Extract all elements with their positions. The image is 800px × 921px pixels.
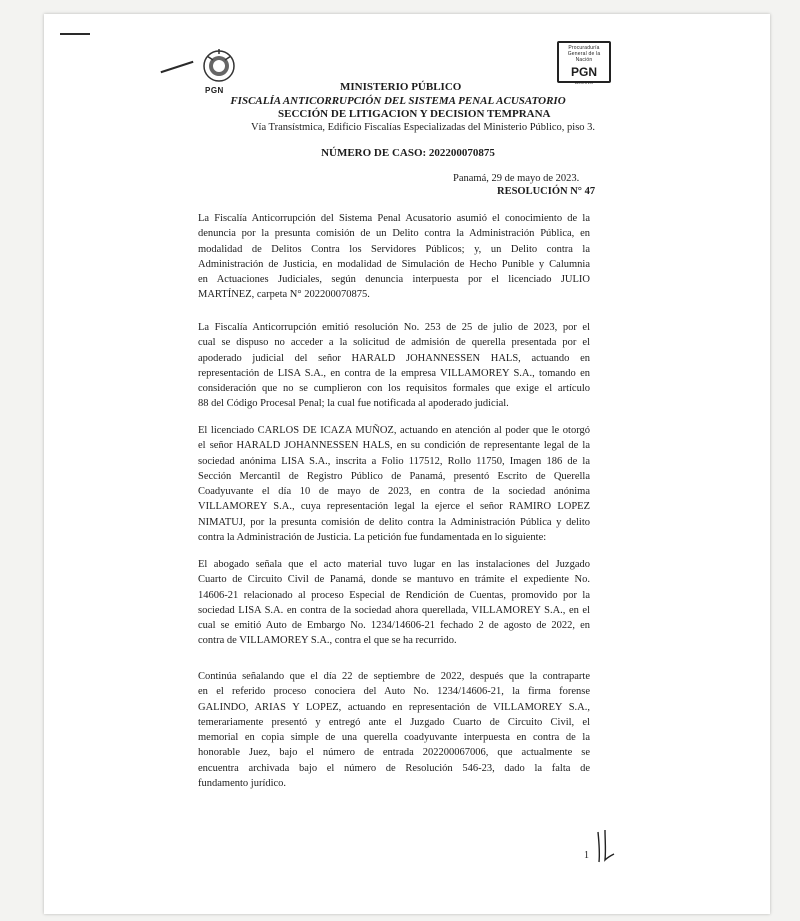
paragraph-line: sociedad anónima LISA S.A., inscrita a Folio 117512, Rollo 11750, Imagen 186 de la: [198, 455, 590, 467]
paragraph-line: denuncia por la presunta comisión de un Delito contra la Administración Pública, en: [198, 228, 590, 240]
stamp-label: PGN: [570, 65, 597, 79]
address-line: Vía Transístmica, Edificio Fiscalías Especializadas del Ministerio Público, piso 3.: [250, 122, 596, 133]
paragraph-line: VILLAMOREY S.A., cuya representación legal la ejerce el señor RAMIRO LOPEZ: [198, 501, 590, 513]
paragraph-line: El abogado señala que el acto material tuvo lugar en las instalaciones del Juzgado: [198, 559, 590, 570]
paragraph-line: el señor HARALD JOHANNESSEN HALS, en su condición de representante legal de la: [198, 440, 590, 452]
handwritten-initials: [590, 828, 620, 868]
paragraph-line: La Fiscalía Anticorrupción emitió resolución No. 253 de 25 de julio de 2023, por el: [198, 322, 590, 333]
paragraph-line: 14606-21 relacionado al proceso Especial de Rendición de Cuentas, promovido por la: [198, 589, 590, 601]
paragraph-line: cual se emitió Auto de Embargo No. 1234/14606-21 fechado 2 de agosto de 2022, en: [198, 620, 590, 632]
paragraph-line: La Fiscalía Anticorrupción del Sistema Penal Acusatorio asumió el conocimiento de la: [198, 213, 590, 224]
paragraph-line: Administración de Justicia, en modalidad de Simulación de Hecho Punible y Calumnia: [198, 258, 590, 270]
paragraph-line: sociedad LISA S.A. en contra de la sociedad ahora querellada, VILLAMOREY S.A., en el: [198, 604, 590, 616]
paragraph-line: memorial en copia simple de una querella coadyuvante interpuesta en contra de la: [198, 732, 590, 744]
stamp-bottom-text: ARCHIVO: [574, 80, 594, 85]
paragraph-line: Cuarto de Circuito Civil de Panamá, donde se mantuvo en trámite el expediente No.: [198, 574, 590, 586]
paragraph-line: contra la Administración de Justicia. La petición fue fundamentada en lo siguiente:: [198, 532, 547, 544]
paragraph-line: en el referido proceso conociera del Auto No. 1234/14606-21, la firma forense: [198, 686, 590, 698]
stamp-top-text: Procuraduría General de la Nación: [567, 45, 601, 63]
pgn-stamp: [557, 41, 611, 83]
fiscalia-title: FISCALÍA ANTICORRUPCIÓN DEL SISTEMA PENAL ACUSATORIO: [230, 95, 566, 107]
paragraph-line: 88 del Código Procesal Penal; la cual fue notificada al apoderado judicial.: [198, 398, 509, 410]
paragraph-line: en Actuaciones Judiciales, según denuncia interpuesta por el licenciado JULIO: [198, 274, 590, 286]
paragraph-line: MARTÍNEZ, carpeta N° 202200070875.: [198, 289, 370, 301]
seal-label: PGN: [205, 86, 224, 95]
paragraph-line: temerariamente presentó y entregó ante el Juzgado Cuarto de Circuito Civil, el: [198, 716, 590, 728]
paragraph-line: fundamento jurídico.: [198, 778, 287, 790]
paragraph-line: NIMATUJ, por la presunta comisión de delito contra la Administración Pública y delito: [198, 516, 590, 528]
paragraph-line: contra de VILLAMOREY S.A., contra el que se ha recurrido.: [198, 635, 457, 647]
paragraph-line: modalidad de Delitos Contra los Servidores Públicos; y, un Delito contra la: [198, 243, 590, 255]
date-line: Panamá, 29 de mayo de 2023.: [453, 173, 580, 184]
paragraph-line: El licenciado CARLOS DE ICAZA MUÑOZ, actuando en atención al poder que le otorgó: [198, 425, 590, 436]
paragraph-line: Sección Mercantil de Registro Público de Panamá, presentó Escrito de Querella: [198, 470, 590, 482]
paragraph-2: [198, 320, 590, 412]
case-number: NÚMERO DE CASO: 202200070875: [321, 147, 495, 159]
ministry-title: MINISTERIO PÚBLICO: [340, 81, 462, 93]
paragraph-line: apoderado judicial del señor HARALD JOHANNESSEN HALS, actuando en: [198, 352, 590, 364]
paragraph-line: cual se dispuso no acceder a la solicitud de admisión de querella presentada por el: [198, 337, 590, 349]
section-title: SECCIÓN DE LITIGACION Y DECISION TEMPRANA: [278, 108, 551, 120]
resolution-number: RESOLUCIÓN N° 47: [497, 186, 596, 197]
paragraph-line: Continúa señalando que el día 22 de septiembre de 2022, después que la contraparte: [198, 671, 590, 682]
paragraph-line: representación de LISA S.A., en contra de la empresa VILLAMOREY S.A., tomando en: [198, 367, 590, 379]
paragraph-line: honorable Juez, bajo el número de entrada 202200067006, que actualmente se: [198, 747, 590, 759]
seal-logo: [197, 46, 241, 90]
paragraph-line: consideración que no se cumplieron con los requisitos formales que exige el artículo: [198, 383, 590, 395]
scan-mark-line: [60, 33, 90, 35]
paragraph-line: encuentra archivada bajo el número de Resolución 546-23, dado la falta de: [198, 762, 590, 774]
paragraph-line: GALINDO, ARIAS Y LOPEZ, actuando en representación de VILLAMOREY S.A.,: [198, 701, 590, 713]
page-number: 1: [584, 850, 589, 861]
paragraph-5: [198, 669, 590, 791]
paragraph-4: [198, 557, 590, 649]
paragraph-1: [198, 211, 590, 303]
paragraph-line: Coadyuvante el día 10 de mayo de 2023, en contra de la sociedad anónima: [198, 486, 590, 498]
paragraph-3: [198, 423, 590, 545]
